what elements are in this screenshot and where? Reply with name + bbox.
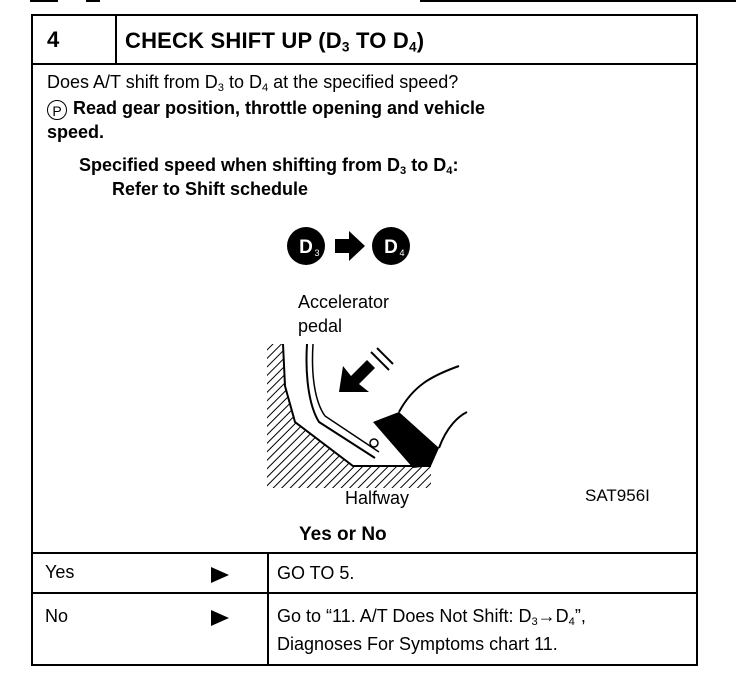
gear-d4-icon bbox=[372, 227, 410, 265]
action-no-line-1: Go to “11. A/T Does Not Shift: $D_3\to D_4$”, bbox=[277, 606, 586, 628]
action-no-line-2: Diagnoses For Symptoms chart 11. bbox=[277, 634, 558, 654]
pedal-drawing bbox=[263, 226, 483, 508]
answer-no: No bbox=[45, 606, 69, 626]
no-arrow-icon bbox=[211, 610, 229, 626]
step-number: 4 bbox=[33, 16, 117, 63]
push-arrow-icon bbox=[339, 348, 393, 392]
step-title: CHECK SHIFT UP ($D_3$ TO $D_4$) bbox=[125, 28, 425, 55]
shift-arrow-icon bbox=[335, 231, 365, 261]
action-yes: GO TO 5. bbox=[277, 563, 355, 583]
svg-text:D: D bbox=[384, 237, 398, 258]
answer-yes: Yes bbox=[45, 562, 75, 582]
accelerator-pedal-illustration bbox=[263, 226, 483, 508]
specified-speed-text: Specified speed when shifting from $D_3$ to $D_4$: bbox=[79, 155, 459, 177]
step-header bbox=[33, 16, 696, 65]
svg-text:3: 3 bbox=[314, 248, 320, 258]
row-divider bbox=[267, 552, 269, 664]
yes-arrow-icon bbox=[211, 567, 229, 583]
instruction-line-2: speed. bbox=[47, 122, 105, 142]
label-pedal: pedal bbox=[298, 316, 343, 336]
yes-or-no-prompt: Yes or No bbox=[299, 524, 387, 545]
top-rule bbox=[0, 0, 736, 2]
instruction-line-1: P Read gear position, throttle opening and vehicle bbox=[47, 98, 485, 120]
svg-text:D: D bbox=[299, 237, 313, 258]
decision-row-yes bbox=[33, 552, 696, 594]
decision-row-no bbox=[33, 592, 696, 666]
gear-d3-icon bbox=[287, 227, 325, 265]
label-accelerator: Accelerator bbox=[298, 292, 390, 312]
refer-shift-schedule: Refer to Shift schedule bbox=[112, 179, 309, 199]
diagnostic-step-box bbox=[31, 14, 698, 666]
figure-code: SAT956I bbox=[585, 486, 650, 505]
svg-text:4: 4 bbox=[399, 248, 405, 258]
p-position-icon: P bbox=[47, 100, 67, 120]
pedal-pad bbox=[373, 412, 439, 468]
question-text: Does A/T shift from $D_3$ to $D_4$ at the specified speed? bbox=[47, 72, 459, 94]
label-halfway: Halfway bbox=[345, 488, 410, 508]
